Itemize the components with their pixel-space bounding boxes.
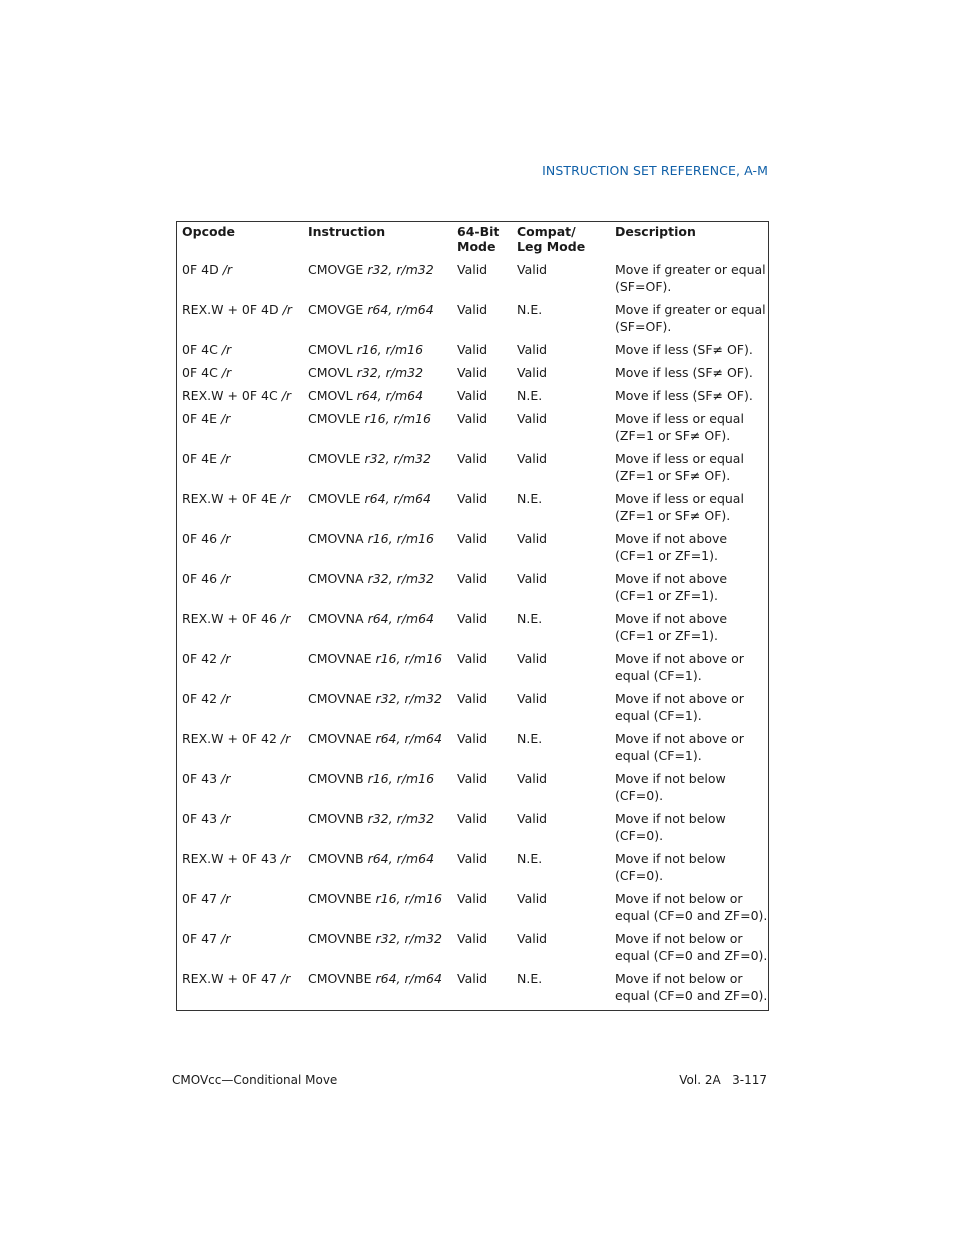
column-header-64bit-mode xyxy=(452,222,512,261)
instruction-cell xyxy=(303,261,452,301)
description-cell: Move if not below (CF=0). xyxy=(615,851,726,883)
table-row xyxy=(177,810,768,850)
compat-cell: N.E. xyxy=(517,851,543,866)
mode64-cell: Valid xyxy=(457,531,488,546)
column-header-compat-line2: Leg Mode xyxy=(517,239,586,254)
opcode-suffix: /r xyxy=(221,891,231,906)
opcode-cell xyxy=(177,730,303,770)
opcode-bytes: 0F 42 xyxy=(182,691,218,706)
opcode-suffix: /r xyxy=(221,811,231,826)
opcode-bytes: 0F 42 xyxy=(182,651,218,666)
table-row xyxy=(177,410,768,450)
instruction-operands: r16, r/m16 xyxy=(356,342,424,357)
opcode-cell xyxy=(177,690,303,730)
table-row xyxy=(177,650,768,690)
table-body xyxy=(177,261,768,1010)
compat-cell: N.E. xyxy=(517,302,543,317)
opcode-cell xyxy=(177,650,303,690)
table-row xyxy=(177,387,768,410)
instruction-mnemonic: CMOVGE xyxy=(308,262,364,277)
instruction-mnemonic: CMOVL xyxy=(308,388,353,403)
column-header-instruction: Instruction xyxy=(308,224,386,239)
mode64-cell: Valid xyxy=(457,971,488,986)
instruction-operands: r16, r/m16 xyxy=(367,771,435,786)
table-row xyxy=(177,490,768,530)
description-cell: Move if less (SF≠ OF). xyxy=(615,388,753,403)
opcode-cell xyxy=(177,570,303,610)
description-cell: Move if not above or equal (CF=1). xyxy=(615,691,744,723)
opcode-suffix: /r xyxy=(221,691,231,706)
mode64-cell: Valid xyxy=(457,891,488,906)
opcode-bytes: REX.W + 0F 4E xyxy=(182,491,277,506)
opcode-suffix: /r xyxy=(221,931,231,946)
instruction-cell xyxy=(303,387,452,410)
description-cell: Move if not below (CF=0). xyxy=(615,771,726,803)
table-row xyxy=(177,730,768,770)
opcode-bytes: 0F 46 xyxy=(182,531,218,546)
instruction-operands: r16, r/m16 xyxy=(367,531,435,546)
compat-cell: Valid xyxy=(517,771,548,786)
instruction-cell xyxy=(303,650,452,690)
compat-cell: Valid xyxy=(517,691,548,706)
description-cell: Move if not above or equal (CF=1). xyxy=(615,651,744,683)
instruction-cell xyxy=(303,930,452,970)
instruction-cell xyxy=(303,810,452,850)
instruction-operands: r64, r/m64 xyxy=(364,491,431,506)
description-cell: Move if less (SF≠ OF). xyxy=(615,365,753,380)
instruction-cell xyxy=(303,890,452,930)
table-row xyxy=(177,301,768,341)
instruction-cell xyxy=(303,301,452,341)
opcode-cell xyxy=(177,610,303,650)
instruction-mnemonic: CMOVNAE xyxy=(308,691,372,706)
instruction-operands: r16, r/m16 xyxy=(375,891,442,906)
opcode-cell xyxy=(177,970,303,1010)
instruction-operands: r64, r/m64 xyxy=(356,388,424,403)
opcode-suffix: /r xyxy=(221,651,231,666)
opcode-bytes: REX.W + 0F 47 xyxy=(182,971,277,986)
opcode-bytes: 0F 4D xyxy=(182,262,219,277)
compat-cell: Valid xyxy=(517,931,548,946)
table-row xyxy=(177,341,768,364)
instruction-operands: r64, r/m64 xyxy=(367,611,435,626)
opcode-bytes: 0F 4E xyxy=(182,451,217,466)
opcode-suffix: /r xyxy=(222,262,233,277)
instruction-cell xyxy=(303,730,452,770)
column-header-description: Description xyxy=(615,224,696,239)
opcode-suffix: /r xyxy=(220,451,231,466)
footer-page-number: Vol. 2A 3-117 xyxy=(679,1073,767,1087)
opcode-bytes: 0F 4E xyxy=(182,411,217,426)
instruction-operands: r32, r/m32 xyxy=(375,691,442,706)
instruction-cell xyxy=(303,970,452,1010)
compat-cell: Valid xyxy=(517,342,548,357)
opcode-suffix: /r xyxy=(221,531,231,546)
opcode-cell xyxy=(177,530,303,570)
opcode-bytes: 0F 46 xyxy=(182,571,218,586)
opcode-cell xyxy=(177,490,303,530)
opcode-suffix: /r xyxy=(221,342,232,357)
instruction-mnemonic: CMOVNB xyxy=(308,811,364,826)
description-cell: Move if not above (CF=1 or ZF=1). xyxy=(615,611,728,643)
column-header-64bit-line1: 64-Bit xyxy=(457,224,500,239)
description-cell: Move if not above or equal (CF=1). xyxy=(615,731,744,763)
instruction-operands: r32, r/m32 xyxy=(367,811,435,826)
compat-cell: N.E. xyxy=(517,388,543,403)
description-cell: Move if not above (CF=1 or ZF=1). xyxy=(615,531,728,563)
compat-cell: Valid xyxy=(517,651,548,666)
opcode-cell xyxy=(177,890,303,930)
mode64-cell: Valid xyxy=(457,651,488,666)
instruction-mnemonic: CMOVNB xyxy=(308,771,364,786)
mode64-cell: Valid xyxy=(457,811,488,826)
opcode-bytes: 0F 4C xyxy=(182,365,218,380)
table-row xyxy=(177,450,768,490)
instruction-table xyxy=(177,222,768,1010)
compat-cell: Valid xyxy=(517,411,548,426)
table-row xyxy=(177,890,768,930)
instruction-operands: r32, r/m32 xyxy=(364,451,431,466)
table-row xyxy=(177,850,768,890)
compat-cell: Valid xyxy=(517,571,548,586)
opcode-suffix: /r xyxy=(280,851,291,866)
compat-cell: N.E. xyxy=(517,611,543,626)
table-row xyxy=(177,570,768,610)
instruction-cell xyxy=(303,530,452,570)
description-cell: Move if less or equal (ZF=1 or SF≠ OF). xyxy=(615,451,744,483)
opcode-bytes: REX.W + 0F 42 xyxy=(182,731,277,746)
mode64-cell: Valid xyxy=(457,342,488,357)
opcode-bytes: 0F 43 xyxy=(182,771,218,786)
opcode-bytes: REX.W + 0F 46 xyxy=(182,611,277,626)
instruction-mnemonic: CMOVL xyxy=(308,342,353,357)
instruction-cell xyxy=(303,364,452,387)
instruction-mnemonic: CMOVNBE xyxy=(308,891,372,906)
opcode-cell xyxy=(177,810,303,850)
mode64-cell: Valid xyxy=(457,451,488,466)
description-cell: Move if not below or equal (CF=0 and ZF=0). xyxy=(615,971,768,1003)
mode64-cell: Valid xyxy=(457,851,488,866)
opcode-cell xyxy=(177,850,303,890)
column-header-opcode: Opcode xyxy=(182,224,235,239)
mode64-cell: Valid xyxy=(457,611,488,626)
compat-cell: Valid xyxy=(517,891,548,906)
table-row xyxy=(177,530,768,570)
mode64-cell: Valid xyxy=(457,365,488,380)
instruction-table-box xyxy=(176,221,769,1011)
opcode-suffix: /r xyxy=(280,491,291,506)
instruction-mnemonic: CMOVLE xyxy=(308,491,361,506)
mode64-cell: Valid xyxy=(457,731,488,746)
mode64-cell: Valid xyxy=(457,388,488,403)
table-row xyxy=(177,610,768,650)
opcode-cell xyxy=(177,301,303,341)
instruction-cell xyxy=(303,570,452,610)
opcode-bytes: 0F 4C xyxy=(182,342,218,357)
table-row xyxy=(177,970,768,1010)
mode64-cell: Valid xyxy=(457,302,488,317)
instruction-cell xyxy=(303,341,452,364)
opcode-cell xyxy=(177,341,303,364)
footer-section-title: CMOVcc—Conditional Move xyxy=(172,1073,338,1087)
compat-cell: Valid xyxy=(517,531,548,546)
column-header-compat-line1: Compat/ xyxy=(517,224,576,239)
column-header-compat-mode xyxy=(512,222,610,261)
instruction-mnemonic: CMOVNBE xyxy=(308,931,372,946)
instruction-mnemonic: CMOVNAE xyxy=(308,731,372,746)
description-cell: Move if greater or equal (SF=OF). xyxy=(615,302,766,334)
instruction-operands: r32, r/m32 xyxy=(367,262,434,277)
mode64-cell: Valid xyxy=(457,491,488,506)
instruction-mnemonic: CMOVLE xyxy=(308,411,361,426)
compat-cell: N.E. xyxy=(517,491,543,506)
table-header-row xyxy=(177,222,768,261)
instruction-mnemonic: CMOVNBE xyxy=(308,971,372,986)
table-row xyxy=(177,364,768,387)
description-cell: Move if not below or equal (CF=0 and ZF=0). xyxy=(615,931,768,963)
instruction-mnemonic: CMOVNA xyxy=(308,531,364,546)
instruction-cell xyxy=(303,450,452,490)
instruction-cell xyxy=(303,410,452,450)
mode64-cell: Valid xyxy=(457,691,488,706)
instruction-mnemonic: CMOVGE xyxy=(308,302,364,317)
table-row xyxy=(177,770,768,810)
mode64-cell: Valid xyxy=(457,771,488,786)
description-cell: Move if less or equal (ZF=1 or SF≠ OF). xyxy=(615,491,744,523)
table-row xyxy=(177,690,768,730)
instruction-mnemonic: CMOVL xyxy=(308,365,353,380)
opcode-bytes: REX.W + 0F 43 xyxy=(182,851,277,866)
compat-cell: Valid xyxy=(517,811,548,826)
opcode-bytes: 0F 47 xyxy=(182,931,218,946)
opcode-suffix: /r xyxy=(280,971,291,986)
instruction-operands: r64, r/m64 xyxy=(375,731,442,746)
instruction-operands: r64, r/m64 xyxy=(367,302,434,317)
opcode-suffix: /r xyxy=(221,365,232,380)
mode64-cell: Valid xyxy=(457,411,488,426)
opcode-suffix: /r xyxy=(221,771,231,786)
opcode-bytes: REX.W + 0F 4C xyxy=(182,388,278,403)
table-row xyxy=(177,930,768,970)
mode64-cell: Valid xyxy=(457,931,488,946)
description-cell: Move if less or equal (ZF=1 or SF≠ OF). xyxy=(615,411,744,443)
opcode-bytes: 0F 43 xyxy=(182,811,218,826)
table-row xyxy=(177,261,768,301)
description-cell: Move if not above (CF=1 or ZF=1). xyxy=(615,571,728,603)
instruction-operands: r16, r/m16 xyxy=(375,651,442,666)
opcode-suffix: /r xyxy=(280,731,291,746)
opcode-suffix: /r xyxy=(280,611,291,626)
column-header-64bit-line2: Mode xyxy=(457,239,496,254)
opcode-cell xyxy=(177,410,303,450)
instruction-mnemonic: CMOVNA xyxy=(308,611,364,626)
description-cell: Move if less (SF≠ OF). xyxy=(615,342,753,357)
compat-cell: Valid xyxy=(517,262,548,277)
opcode-cell xyxy=(177,261,303,301)
instruction-cell xyxy=(303,770,452,810)
opcode-suffix: /r xyxy=(221,571,231,586)
instruction-operands: r32, r/m32 xyxy=(367,571,435,586)
instruction-operands: r32, r/m32 xyxy=(375,931,442,946)
instruction-operands: r64, r/m64 xyxy=(367,851,435,866)
instruction-operands: r64, r/m64 xyxy=(375,971,442,986)
instruction-mnemonic: CMOVNA xyxy=(308,571,364,586)
opcode-cell xyxy=(177,930,303,970)
opcode-cell xyxy=(177,387,303,410)
description-cell: Move if greater or equal (SF=OF). xyxy=(615,262,766,294)
compat-cell: Valid xyxy=(517,365,548,380)
instruction-cell xyxy=(303,850,452,890)
mode64-cell: Valid xyxy=(457,262,488,277)
opcode-suffix: /r xyxy=(281,388,292,403)
compat-cell: N.E. xyxy=(517,971,543,986)
description-cell: Move if not below (CF=0). xyxy=(615,811,726,843)
compat-cell: Valid xyxy=(517,451,548,466)
opcode-cell xyxy=(177,450,303,490)
running-header: INSTRUCTION SET REFERENCE, A-M xyxy=(542,163,768,178)
opcode-suffix: /r xyxy=(282,302,292,317)
instruction-operands: r16, r/m16 xyxy=(364,411,431,426)
instruction-cell xyxy=(303,690,452,730)
instruction-mnemonic: CMOVLE xyxy=(308,451,361,466)
opcode-cell xyxy=(177,364,303,387)
instruction-cell xyxy=(303,490,452,530)
instruction-mnemonic: CMOVNB xyxy=(308,851,364,866)
description-cell: Move if not below or equal (CF=0 and ZF=0). xyxy=(615,891,768,923)
opcode-cell xyxy=(177,770,303,810)
instruction-operands: r32, r/m32 xyxy=(356,365,424,380)
instruction-mnemonic: CMOVNAE xyxy=(308,651,372,666)
mode64-cell: Valid xyxy=(457,571,488,586)
opcode-suffix: /r xyxy=(220,411,231,426)
opcode-bytes: REX.W + 0F 4D xyxy=(182,302,279,317)
opcode-bytes: 0F 47 xyxy=(182,891,218,906)
instruction-cell xyxy=(303,610,452,650)
compat-cell: N.E. xyxy=(517,731,543,746)
